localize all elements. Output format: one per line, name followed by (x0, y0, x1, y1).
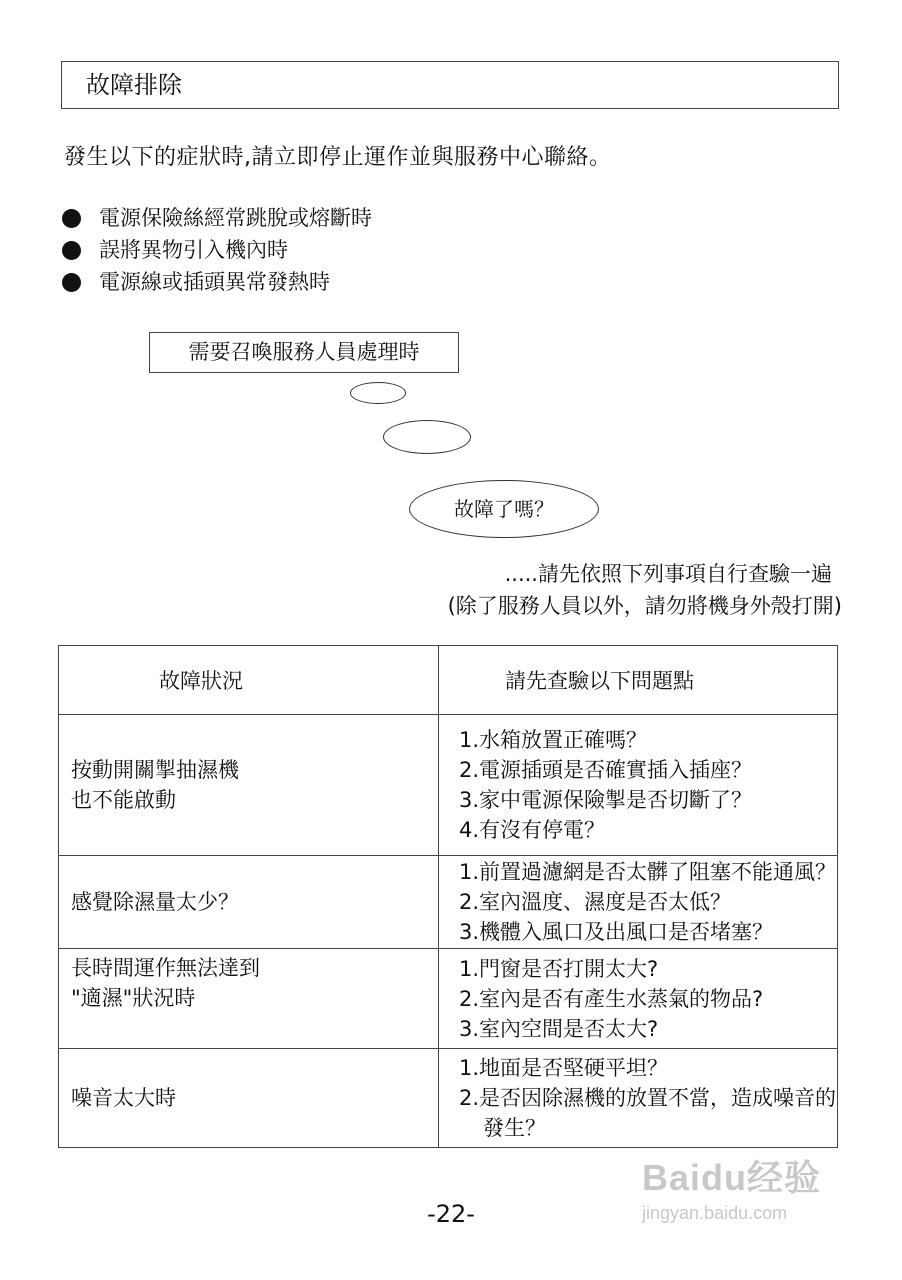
section-title: 故障排除 (61, 61, 839, 109)
thought-bubble-small (350, 382, 406, 404)
symptom-cell: 長時間運作無法達到 "適濕"狀況時 (59, 949, 439, 1049)
baidu-watermark-logo (642, 1150, 852, 1240)
thought-bubble-medium (383, 420, 471, 454)
symptom-cell: 噪音太大時 (59, 1049, 439, 1148)
troubleshooting-table (58, 645, 838, 1148)
checks-cell: 1.前置過濾網是否太髒了阻塞不能通風？ 2.室內溫度、濕度是否太低？ 3.機體入風口及出風口是否堵塞？ (438, 856, 837, 949)
table-header-row (59, 646, 838, 715)
service-call-label: 需要召喚服務人員處理時 (149, 332, 459, 373)
checks-cell: 1.地面是否堅硬平坦？ 2.是否因除濕機的放置不當，造成噪音的 發生？ (438, 1049, 837, 1148)
watermark-url: jingyan.baidu.com (642, 1203, 788, 1223)
table-row (59, 949, 838, 1049)
table-row (59, 1049, 838, 1148)
bullet-dot-icon (62, 241, 81, 260)
bullet-dot-icon (62, 209, 81, 228)
symptom-cell: 按動開關掣抽濕機 也不能啟動 (59, 715, 439, 856)
watermark-brand: Baidu经验 (642, 1157, 822, 1198)
bullet-item: 電源線或插頭異常發熱時 (62, 266, 372, 298)
table-row (59, 715, 838, 856)
symptom-cell: 感覺除濕量太少？ (59, 856, 439, 949)
bullet-item: 電源保險絲經常跳脫或熔斷時 (62, 202, 372, 234)
checks-cell: 1.門窗是否打開太大? 2.室內是否有產生水蒸氣的物品? 3.室內空間是否太大? (438, 949, 837, 1049)
casing-warning-note: (除了服務人員以外，請勿將機身外殼打開) (447, 594, 842, 618)
intro-text: 發生以下的症狀時,請立即停止運作並與服務中心聯絡。 (64, 145, 612, 170)
header-symptom: 故障狀況 (59, 646, 439, 715)
table-row (59, 856, 838, 949)
thought-bubble-question: 故障了嗎？ (409, 480, 599, 538)
symptom-bullet-list (62, 202, 372, 298)
bullet-item: 誤將異物引入機內時 (62, 234, 372, 266)
self-check-note: .....請先依照下列事項自行查驗一遍 (504, 562, 832, 586)
bullet-dot-icon (62, 273, 81, 292)
header-checks: 請先查驗以下問題點 (438, 646, 837, 715)
checks-cell: 1.水箱放置正確嗎？ 2.電源插頭是否確實插入插座？ 3.家中電源保險掣是否切斷了？ 4.有沒有停電？ (438, 715, 837, 856)
page-number: -22- (427, 1200, 475, 1228)
